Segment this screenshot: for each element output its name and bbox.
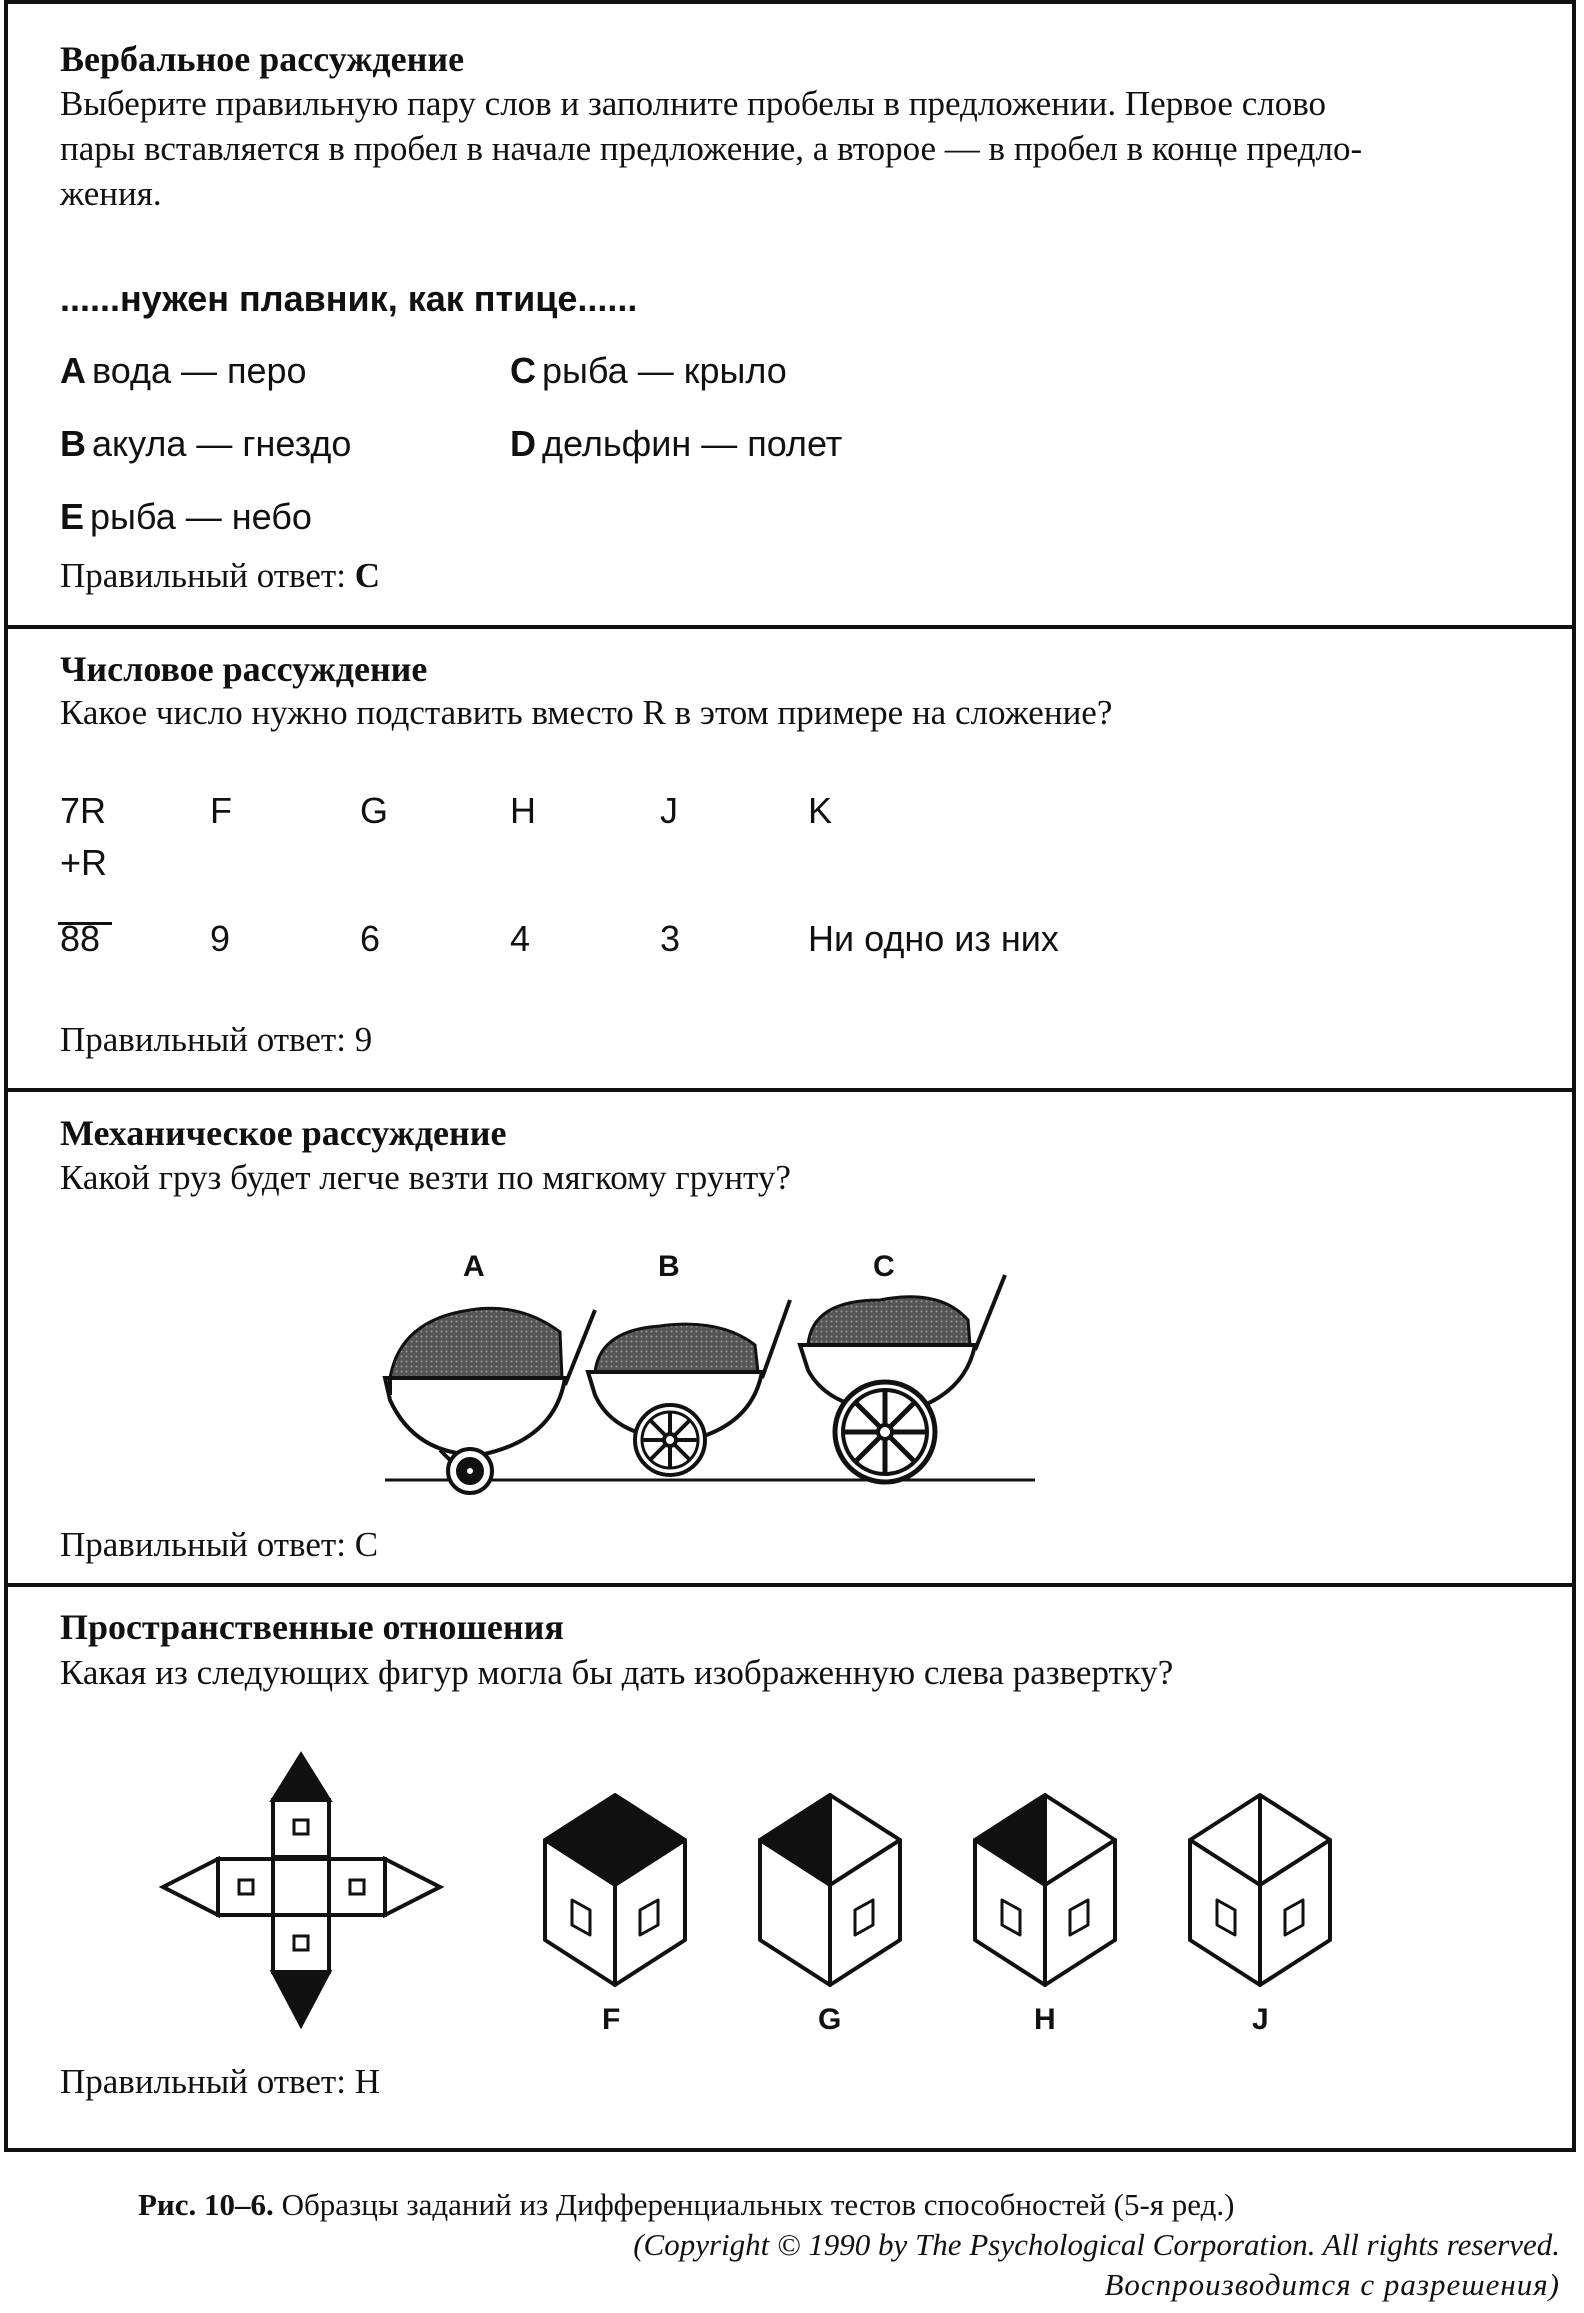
option-letter: C [510, 350, 536, 391]
verbal-option-b [60, 423, 351, 465]
spatial-answer [60, 2062, 380, 2102]
numerical-answer [60, 1020, 372, 1060]
option-text: рыба — крыло [542, 350, 787, 391]
spatial-title: Пространственные отношения [60, 1607, 564, 1647]
option-value-j: 3 [660, 918, 681, 959]
verbal-title: Вербальное рассуждение [60, 39, 465, 79]
cube-label-g: G [818, 2003, 842, 2036]
option-text: акула — гнездо [92, 423, 352, 464]
cart-label-a: A [463, 1250, 485, 1283]
option-value-g: 6 [360, 918, 381, 959]
section-divider [4, 625, 1576, 629]
verbal-instruction-line-2: пары вставляется в пробел в начале предложение, а второе — в пробел в конце предло- [60, 129, 1363, 168]
answer-label: Правильный ответ: [60, 1020, 346, 1059]
verbal-instruction-line-1: Выберите правильную пару слов и заполните пробелы в предложении. Первое слово [60, 84, 1326, 123]
option-letter-f: F [210, 790, 232, 831]
problem-addend: +R [60, 842, 108, 883]
verbal-option-c [510, 350, 787, 392]
verbal-option-e [60, 496, 312, 538]
answer-value: H [354, 2062, 380, 2101]
cart-label-c: C [873, 1250, 895, 1283]
figure-label: Рис. 10–6. [138, 2187, 274, 2222]
option-text: рыба — небо [90, 496, 312, 537]
mechanical-title: Механическое рассуждение [60, 1113, 507, 1153]
numerical-title: Числовое рассуждение [60, 649, 428, 689]
problem-sum-value: 88 [60, 918, 101, 959]
option-letter: B [60, 423, 86, 464]
option-value-h: 4 [510, 918, 531, 959]
mechanical-instruction: Какой груз будет легче везти по мягкому грунту? [60, 1158, 791, 1197]
verbal-option-d [510, 423, 842, 465]
verbal-answer [60, 556, 380, 596]
option-letter: E [60, 496, 85, 537]
option-letter-h: H [510, 790, 536, 831]
spatial-instruction: Какая из следующих фигур могла бы дать изображенную слева развертку? [60, 1653, 1174, 1692]
numerical-instruction: Какое число нужно подставить вместо R в этом примере на сложение? [60, 693, 1113, 732]
option-value-k: Ни одно из них [808, 918, 1059, 959]
cube-label-j: J [1252, 2003, 1269, 2036]
answer-label: Правильный ответ: [60, 1525, 346, 1564]
option-value-f: 9 [210, 918, 231, 959]
verbal-option-a [60, 350, 307, 392]
cart-label-b: B [658, 1250, 680, 1283]
option-letter-j: J [660, 790, 678, 831]
option-letter-g: G [360, 790, 389, 831]
answer-label: Правильный ответ: [60, 2062, 346, 2101]
verbal-instruction-line-3: жения. [60, 174, 162, 213]
option-letter: D [510, 423, 536, 464]
verbal-instruction [60, 52, 1540, 216]
answer-value: C [354, 1525, 379, 1564]
section-divider [4, 1088, 1576, 1092]
option-letter: A [60, 350, 86, 391]
answer-value: C [354, 556, 380, 595]
figure-caption-text: Образцы заданий из Дифференциальных тестов способностей (5-я ред.) [281, 2187, 1235, 2222]
answer-label: Правильный ответ: [60, 556, 346, 595]
option-text: дельфин — полет [542, 423, 843, 464]
sum-line [58, 922, 112, 925]
cube-label-h: H [1034, 2003, 1056, 2036]
copyright-line: (Copyright © 1990 by The Psychological Corporation. All rights reserved. [633, 2227, 1560, 2262]
figure-caption [138, 2187, 1235, 2223]
figure-frame [4, 0, 1576, 2152]
answer-value: 9 [354, 1020, 373, 1059]
problem-top: 7R [60, 790, 107, 831]
cube-label-f: F [602, 2003, 621, 2036]
section-divider [4, 1583, 1576, 1587]
verbal-question: ......нужен плавник, как птице...... [60, 278, 638, 319]
option-text: вода — перо [92, 350, 307, 391]
mechanical-answer [60, 1525, 378, 1565]
reproduction-line: Воспроизводится с разрешения) [1104, 2267, 1560, 2302]
option-letter-k: K [808, 790, 833, 831]
problem-sum [60, 918, 100, 960]
